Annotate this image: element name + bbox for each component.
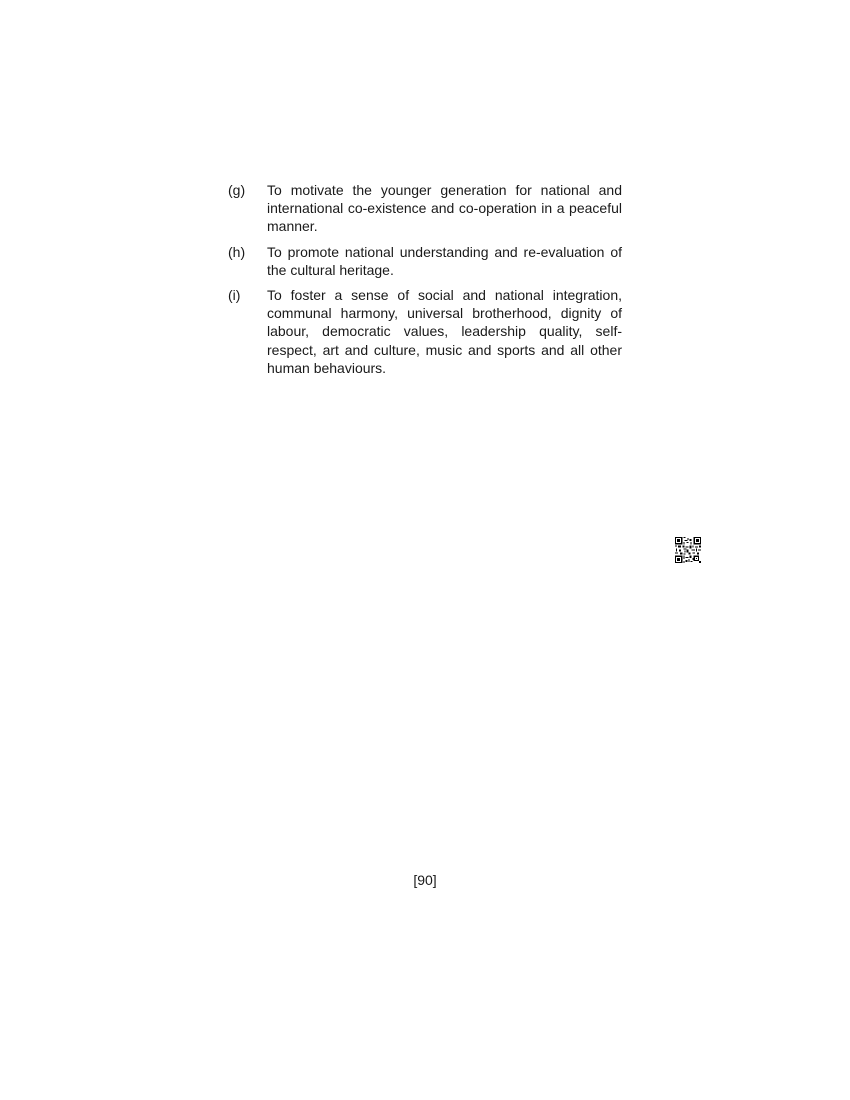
list-item-text: To promote national understanding and re-evaluation of the cultural heritage.: [267, 243, 622, 278]
qr-code-icon: [675, 537, 701, 563]
objectives-list: [228, 181, 622, 384]
list-item-i: [228, 286, 622, 377]
list-item-text: To foster a sense of social and national integration, communal harmony, universal brotherhood, dignity of labour, democratic values, leadership quality, self-respect, art and culture, music and sports and all other human behaviours.: [267, 287, 622, 376]
list-marker: (i): [228, 287, 241, 304]
list-item-text: To motivate the younger generation for national and international co-existence and co-operation in a peaceful manner.: [267, 182, 622, 235]
list-marker: (h): [228, 243, 246, 260]
list-item-h: [228, 243, 622, 279]
list-item-g: [228, 181, 622, 236]
list-marker: (g): [228, 182, 246, 198]
page-number: [90]: [413, 872, 437, 888]
